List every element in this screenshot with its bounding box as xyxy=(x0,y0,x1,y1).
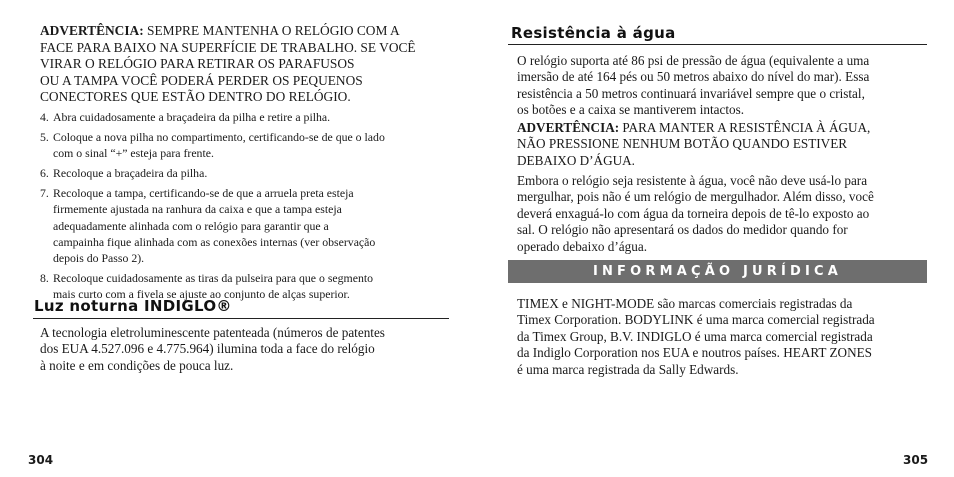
step-item xyxy=(40,165,385,181)
heading-rule xyxy=(508,44,927,45)
step-number: 7. xyxy=(40,185,49,200)
step-line: Recoloque a braçadeira da pilha. xyxy=(53,166,208,181)
warning-line: SEMPRE MANTENHA O RELÓGIO COM A xyxy=(147,23,400,38)
warning-line: VIRAR O RELÓGIO PARA RETIRAR OS PARAFUSOS xyxy=(40,56,355,72)
warning-label: ADVERTÊNCIA: xyxy=(40,23,144,38)
text-line: da Timex Group, B.V. INDIGLO é uma marca comercial registrada xyxy=(517,328,873,344)
step-line: Recoloque cuidadosamente as tiras da pulseira para que o segmento xyxy=(53,271,374,286)
step-line: depois do Passo 2). xyxy=(53,251,145,266)
page-number: 304 xyxy=(28,453,54,467)
text-line: NÃO PRESSIONE NENHUM BOTÃO QUANDO ESTIVER xyxy=(517,136,848,152)
warning-line: OU A TAMPA VOCÊ PODERÁ PERDER OS PEQUENOS xyxy=(40,72,363,88)
indiglo-paragraph xyxy=(40,325,385,374)
warning-line: FACE PARA BAIXO NA SUPERFÍCIE DE TRABALHO. SE VOCÊ xyxy=(40,39,416,55)
page-number: 305 xyxy=(903,453,929,467)
text-line: operado debaixo d’água. xyxy=(517,238,647,254)
warning-line: CONECTORES QUE ESTÃO DENTRO DO RELÓGIO. xyxy=(40,89,351,105)
water-heading: Resistência à água xyxy=(511,24,676,42)
legal-paragraph xyxy=(517,296,875,378)
text-line: A tecnologia eletroluminescente patenteada (números de patentes xyxy=(40,325,385,340)
water-warning xyxy=(517,120,870,169)
text-line: os botões e a caixa se mantiverem intactos. xyxy=(517,102,745,118)
steps-list xyxy=(40,109,385,306)
step-number: 6. xyxy=(40,166,49,181)
text-line: resistência a 50 metros continuará invariável sempre que o cristal, xyxy=(517,85,865,101)
step-line: campainha fique alinhada com as conexões internas (ver observação xyxy=(53,234,376,249)
step-item xyxy=(40,129,385,162)
text-line: Embora o relógio seja resistente à água, você não deve usá-lo para xyxy=(517,173,868,188)
warning-label: ADVERTÊNCIA: xyxy=(517,120,620,135)
step-line: Recoloque a tampa, certificando-se de que a arruela preta esteja xyxy=(53,185,354,200)
water-paragraph-1 xyxy=(517,53,869,119)
step-line: adequadamente alinhada com o relógio para garantir que a xyxy=(53,218,329,233)
step-line: com o sinal “+” esteja para frente. xyxy=(53,146,214,161)
indiglo-heading: Luz noturna INDIGLO® xyxy=(34,297,232,315)
text-line: da Indiglo Corporation nos EUA e noutros países. HEART ZONES xyxy=(517,345,872,361)
text-line: imersão de até 164 pés ou 50 metros abaixo do nível do mar). Essa xyxy=(517,69,870,85)
step-line: mais curto com a fivela se ajuste ao conjunto de alças superior. xyxy=(53,287,350,302)
text-line: mergulhar, pois não é um relógio de mergulhador. Além disso, você xyxy=(517,189,874,205)
text-line: deverá enxaguá-lo com água da torneira depois de tê-lo exposto ao xyxy=(517,205,870,221)
step-line: Coloque a nova pilha no compartimento, certificando-se de que o lado xyxy=(53,129,385,144)
heading-rule xyxy=(33,318,449,319)
legal-heading-bar: INFORMAÇÃO JURÍDICA xyxy=(508,260,927,283)
text-line: O relógio suporta até 86 psi de pressão de água (equivalente a uma xyxy=(517,53,870,68)
step-item xyxy=(40,109,385,125)
text-line: dos EUA 4.527.096 e 4.775.964) ilumina toda a face do relógio xyxy=(40,341,375,357)
battery-warning xyxy=(40,23,416,106)
water-paragraph-2 xyxy=(517,173,874,255)
step-line: Abra cuidadosamente a braçadeira da pilha e retire a pilha. xyxy=(53,110,331,124)
text-line: é uma marca registrada da Sally Edwards. xyxy=(517,361,739,377)
step-number: 5. xyxy=(40,129,49,144)
step-number: 8. xyxy=(40,271,49,286)
text-line: DEBAIXO D’ÁGUA. xyxy=(517,152,635,168)
step-line: firmemente ajustada na ranhura da caixa e que a tampa esteja xyxy=(53,202,342,217)
text-line: PARA MANTER A RESISTÊNCIA À ÁGUA, xyxy=(622,120,871,135)
step-number: 4. xyxy=(40,110,49,124)
text-line: sal. O relógio não apresentará os dados do medidor quando for xyxy=(517,222,848,238)
text-line: à noite e em condições de pouca luz. xyxy=(40,357,234,373)
step-item xyxy=(40,185,385,266)
text-line: Timex Corporation. BODYLINK é uma marca comercial registrada xyxy=(517,312,875,328)
text-line: TIMEX e NIGHT-MODE são marcas comerciais registradas da xyxy=(517,296,853,311)
